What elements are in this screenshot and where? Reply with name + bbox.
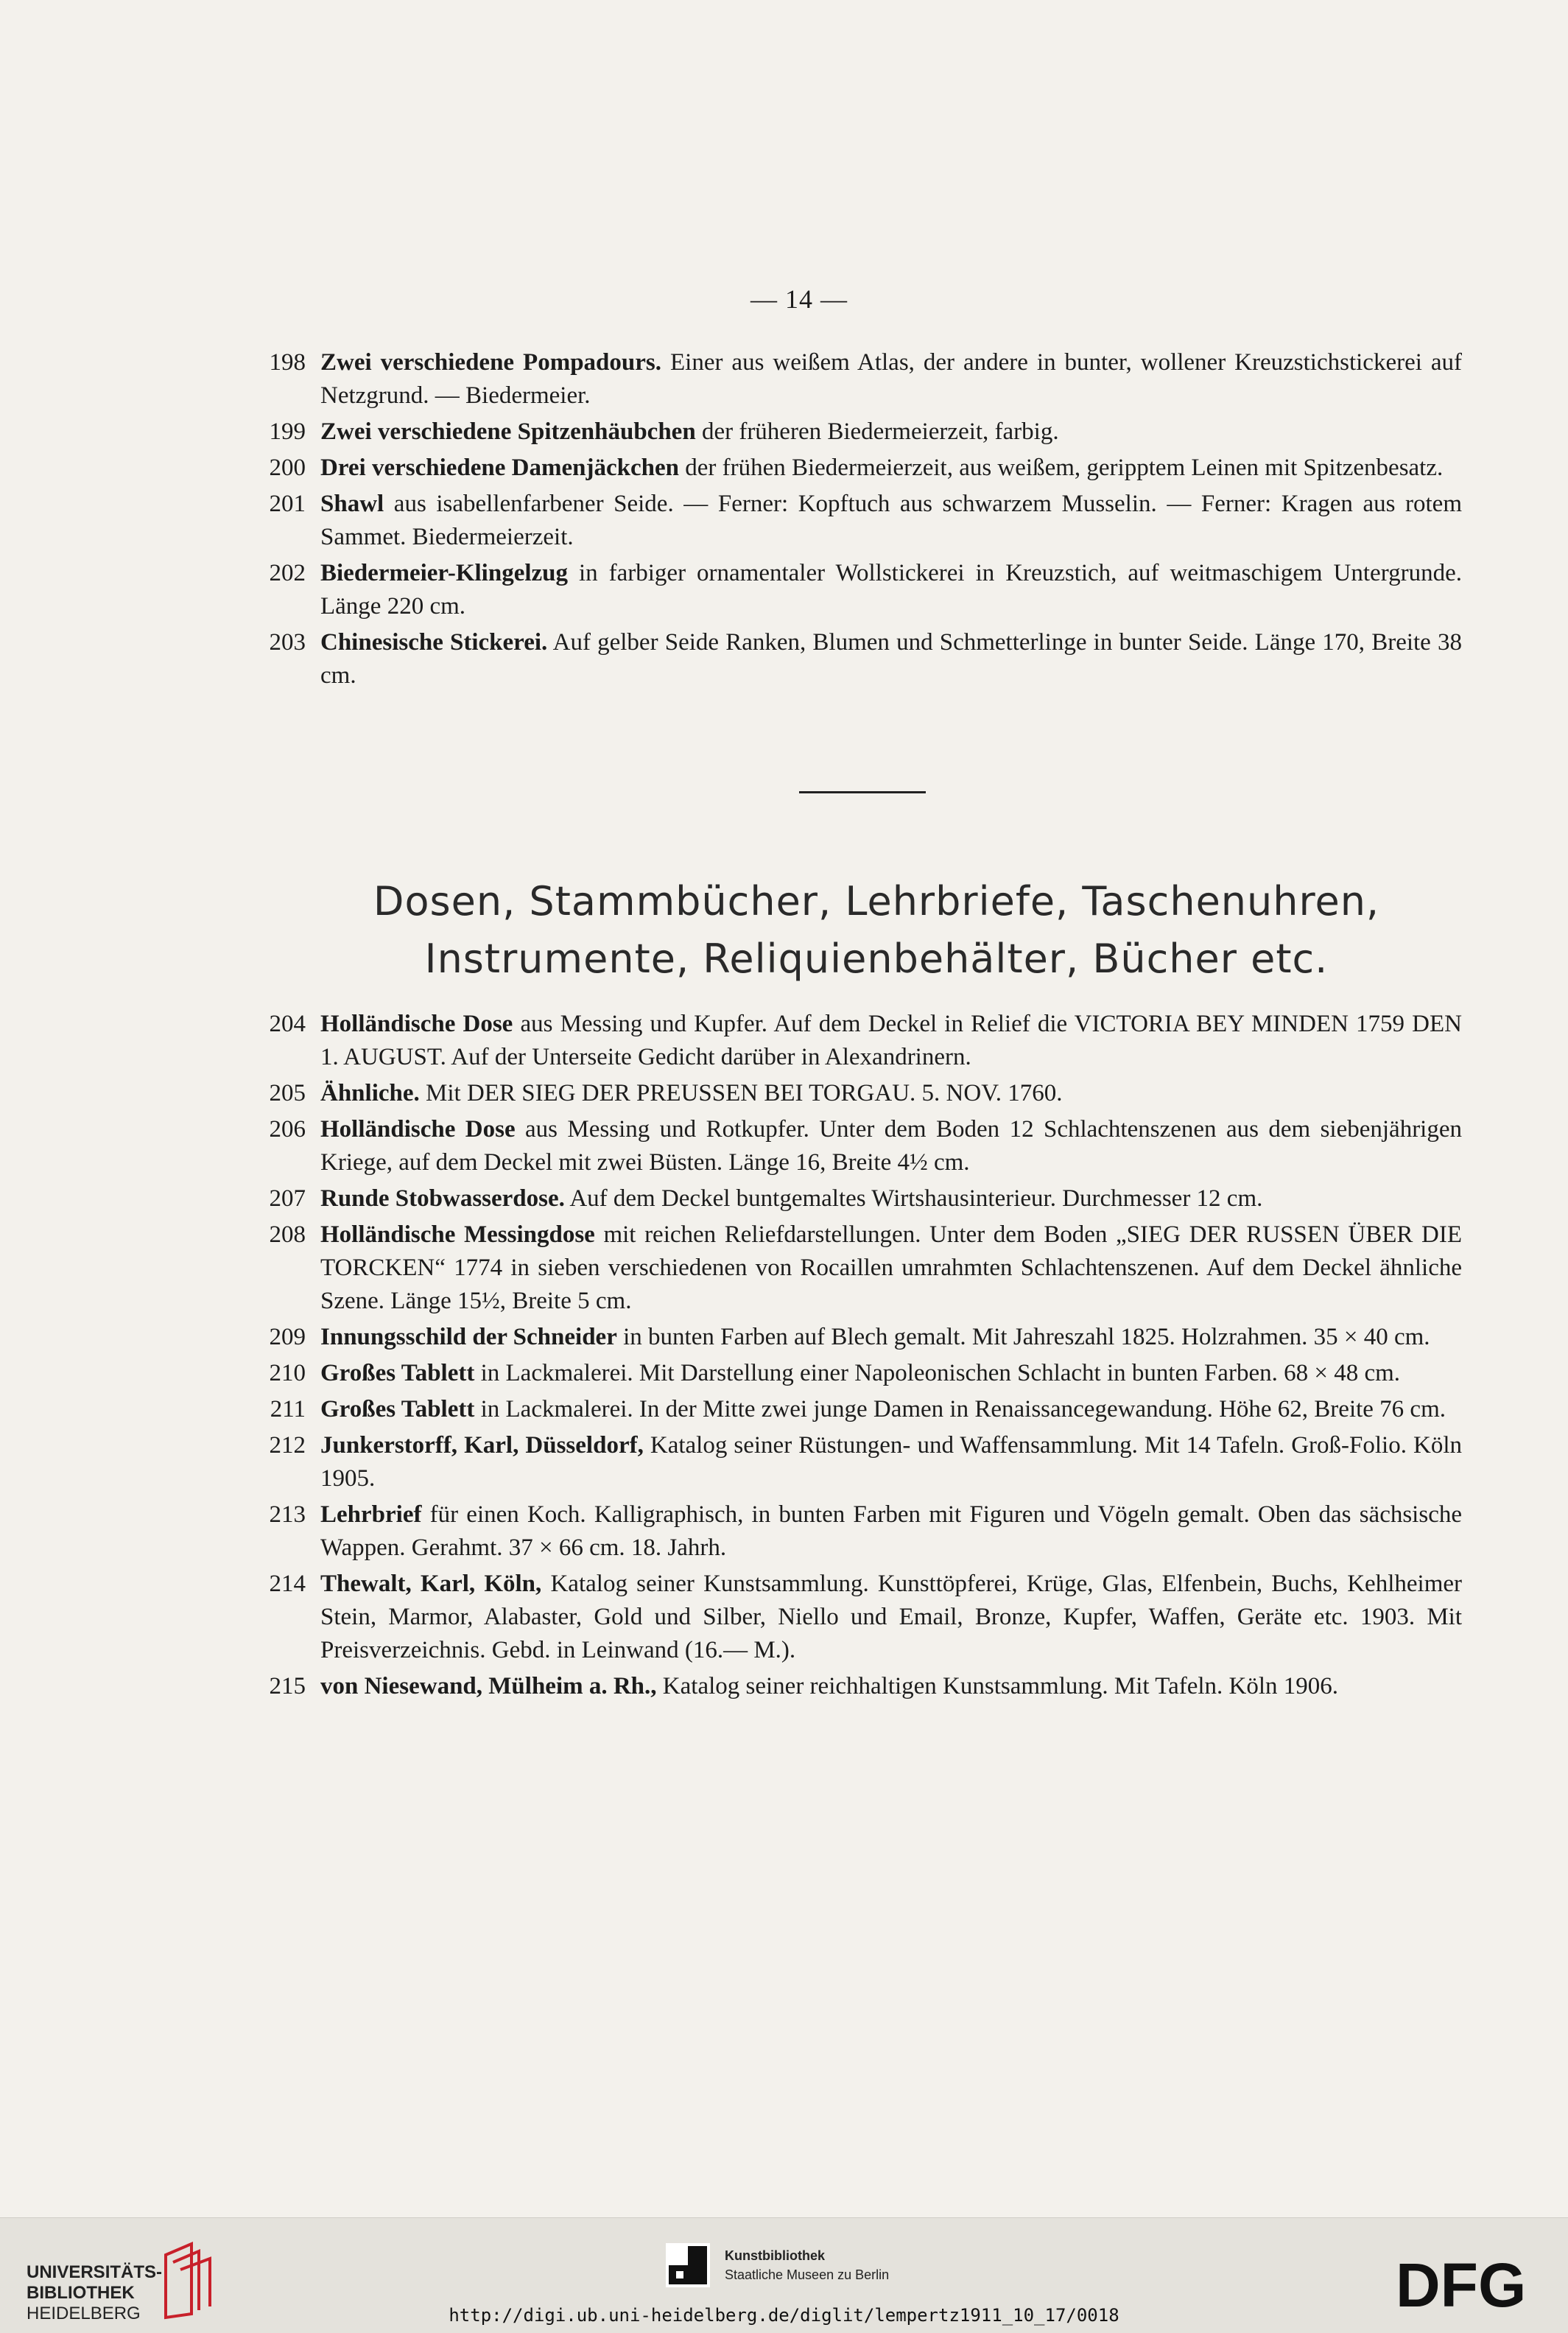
entry-text: Mit DER SIEG DER PREUSSEN BEI TORGAU. 5. NOV. 1760.	[419, 1080, 1063, 1106]
catalog-entry	[254, 1008, 1462, 1074]
entry-text: in farbiger ornamentaler Wollstickerei in Kreuzstich, auf weitmaschigem Untergrunde. Länge 220 cm.	[320, 560, 1462, 620]
entry-text: in Lackmalerei. Mit Darstellung einer Napoleonischen Schlacht in bunten Farben. 68 × 48 cm.	[474, 1360, 1401, 1386]
entry-description	[320, 1568, 1462, 1667]
lot-number: 209	[269, 1324, 306, 1350]
lot-number: 200	[269, 455, 306, 481]
entry-text: Katalog seiner Kunstsammlung. Kunsttöpferei, Krüge, Glas, Elfenbein, Buchs, Kehlheimer Stein, Marmor, Alabaster, Gold und Silber, Niello und Email, Bronze, Kupfer, Waffen, Geräte etc. 1903. Mit Preisverzeichnis. Gebd. in Leinwand (16.— M.).	[320, 1571, 1462, 1663]
catalog-entry	[254, 1113, 1462, 1179]
lot-number: 213	[269, 1501, 306, 1528]
entry-text: Katalog seiner Rüstungen- und Waffensammlung. Mit 14 Tafeln. Groß-Folio. Köln 1905.	[320, 1432, 1462, 1492]
entry-title: Holländische Messingdose	[320, 1221, 595, 1248]
kunstbibliothek-text	[725, 2246, 889, 2284]
entry-title: Junkerstorff, Karl, Düsseldorf,	[320, 1432, 644, 1459]
entry-description	[320, 1182, 1462, 1215]
entry-title: Runde Stobwasserdose.	[320, 1185, 565, 1212]
entry-description	[320, 1113, 1462, 1179]
entry-description	[320, 1429, 1462, 1495]
catalog-entry	[254, 1321, 1462, 1354]
permalink-url[interactable]: http://digi.ub.uni-heidelberg.de/diglit/lempertz1911_10_17/0018	[449, 2305, 1119, 2326]
digitization-footer	[0, 2217, 1568, 2333]
entry-text: in Lackmalerei. In der Mitte zwei junge Damen in Renaissancegewandung. Höhe 62, Breite 76 cm.	[474, 1396, 1446, 1422]
entry-description	[320, 415, 1462, 449]
lot-number: 202	[269, 560, 306, 586]
catalog-entry	[254, 1218, 1462, 1318]
kunstbibliothek-logo[interactable]	[666, 2239, 931, 2290]
lot-number: 212	[269, 1432, 306, 1459]
entry-text: Auf dem Deckel buntgemaltes Wirtshausinterieur. Durchmesser 12 cm.	[564, 1185, 1263, 1212]
lot-number: 207	[269, 1185, 306, 1212]
catalog-entry	[254, 346, 1462, 413]
entry-description	[320, 1357, 1462, 1390]
catalog-entry	[254, 1182, 1462, 1215]
lot-number: 210	[269, 1360, 306, 1386]
entry-title: Drei verschiedene Damenjäckchen	[320, 455, 679, 481]
catalog-entry	[254, 452, 1462, 485]
entry-text: der frühen Biedermeierzeit, aus weißem, geripptem Leinen mit Spitzenbesatz.	[678, 455, 1444, 481]
entry-title: Zwei verschiedene Spitzenhäubchen	[320, 418, 696, 445]
entry-description	[320, 1008, 1462, 1074]
entry-description	[320, 346, 1462, 413]
section-heading-line-2: Instrumente, Reliquienbehälter, Bücher etc.	[424, 936, 1329, 982]
entry-description	[320, 557, 1462, 623]
entry-title: Chinesische Stickerei.	[320, 629, 548, 656]
entry-text: Katalog seiner reichhaltigen Kunstsammlung. Mit Tafeln. Köln 1906.	[656, 1673, 1339, 1699]
entry-title: Shawl	[320, 491, 384, 517]
catalog-entry	[254, 1429, 1462, 1495]
entry-description	[320, 1218, 1462, 1318]
lot-number: 201	[269, 491, 306, 517]
section-heading	[221, 873, 1532, 988]
entry-description	[320, 1670, 1462, 1703]
entry-description	[320, 1498, 1462, 1565]
entry-title: Thewalt, Karl, Köln,	[320, 1571, 542, 1597]
catalog-entry	[254, 1498, 1462, 1565]
lot-number: 205	[269, 1080, 306, 1106]
dfg-logo-text: DFG	[1396, 2253, 1527, 2312]
kb-name: Kunstbibliothek	[725, 2248, 825, 2263]
entry-description	[320, 626, 1462, 692]
entry-description	[320, 1077, 1462, 1110]
entry-title: Großes Tablett	[320, 1360, 475, 1386]
entry-text: aus Messing und Rotkupfer. Unter dem Boden 12 Schlachtenszenen aus dem siebenjährigen Kriege, auf dem Deckel mit zwei Büsten. Länge 16, Breite 4½ cm.	[320, 1116, 1462, 1176]
entry-text: aus isabellenfarbener Seide. — Ferner: Kopftuch aus schwarzem Musselin. — Ferner: Kragen aus rotem Sammet. Biedermeierzeit.	[320, 491, 1462, 550]
entry-title: Zwei verschiedene Pompadours.	[320, 349, 662, 376]
lot-number: 204	[269, 1011, 306, 1037]
entry-text: Auf gelber Seide Ranken, Blumen und Schmetterlinge in bunter Seide. Länge 170, Breite 38 cm.	[320, 629, 1462, 689]
ub-logo-line-1: UNIVERSITÄTS-	[27, 2262, 163, 2282]
entry-title: Großes Tablett	[320, 1396, 475, 1422]
catalog-entry	[254, 1077, 1462, 1110]
lot-number: 199	[269, 418, 306, 445]
lot-number: 208	[269, 1221, 306, 1248]
entry-description	[320, 1393, 1462, 1426]
entry-title: Innungsschild der Schneider	[320, 1324, 617, 1350]
kunstbibliothek-icon	[666, 2243, 710, 2287]
dfg-logo[interactable]	[1396, 2253, 1543, 2312]
lot-number: 215	[269, 1673, 306, 1699]
entry-list-textiles	[254, 346, 1462, 695]
lot-number: 206	[269, 1116, 306, 1143]
entry-title: Lehrbrief	[320, 1501, 422, 1528]
entry-title: Ähnliche.	[320, 1080, 420, 1106]
catalog-entry	[254, 1357, 1462, 1390]
entry-description	[320, 1321, 1462, 1354]
entry-title: Holländische Dose	[320, 1116, 516, 1143]
lot-number: 198	[269, 349, 306, 376]
entry-text: für einen Koch. Kalligraphisch, in bunten Farben mit Figuren und Vögeln gemalt. Oben das sächsische Wappen. Gerahmt. 37 × 66 cm. 18. Jahrh.	[320, 1501, 1462, 1561]
entry-text: Einer aus weißem Atlas, der andere in bunter, wollener Kreuzstichstickerei auf Netzgrund. — Biedermeier.	[320, 349, 1463, 409]
section-divider	[799, 791, 926, 793]
section-heading-line-1: Dosen, Stammbücher, Lehrbriefe, Taschenuhren,	[373, 878, 1380, 925]
catalog-entry	[254, 415, 1462, 449]
ub-logo-line-3: HEIDELBERG	[27, 2304, 141, 2323]
entry-text: der früheren Biedermeierzeit, farbig.	[695, 418, 1059, 445]
entry-text: mit reichen Reliefdarstellungen. Unter dem Boden „SIEG DER RUSSEN ÜBER DIE TORCKEN“ 1774 in sieben verschiedenen von Rocaillen umrahmten Schlachtenszenen. Auf dem Deckel ähnliche Szene. Länge 15½, Breite 5 cm.	[320, 1221, 1462, 1314]
lot-number: 214	[269, 1571, 306, 1597]
catalog-entry	[254, 557, 1462, 623]
lot-number: 211	[270, 1396, 306, 1422]
entry-title: von Niesewand, Mülheim a. Rh.,	[320, 1673, 657, 1699]
lot-number: 203	[269, 629, 306, 656]
entry-title: Holländische Dose	[320, 1011, 513, 1037]
catalog-entry	[254, 1568, 1462, 1667]
page-number: — 14 —	[750, 284, 848, 314]
ub-logo-line-2: BIBLIOTHEK	[27, 2283, 135, 2303]
catalog-entry	[254, 626, 1462, 692]
entry-list-objects	[254, 1008, 1462, 1706]
entry-description	[320, 488, 1462, 554]
catalog-entry	[254, 1393, 1462, 1426]
entry-title: Biedermeier-Klingelzug	[320, 560, 569, 586]
kb-institution: Staatliche Museen zu Berlin	[725, 2267, 890, 2282]
entry-text: in bunten Farben auf Blech gemalt. Mit Jahreszahl 1825. Holzrahmen. 35 × 40 cm.	[616, 1324, 1430, 1350]
catalog-entry	[254, 1670, 1462, 1703]
catalog-entry	[254, 488, 1462, 554]
entry-description	[320, 452, 1462, 485]
entry-text: aus Messing und Kupfer. Auf dem Deckel in Relief die VICTORIA BEY MINDEN 1759 DEN 1. AUGUST. Auf der Unterseite Gedicht darüber in Alexandrinern.	[320, 1011, 1462, 1070]
